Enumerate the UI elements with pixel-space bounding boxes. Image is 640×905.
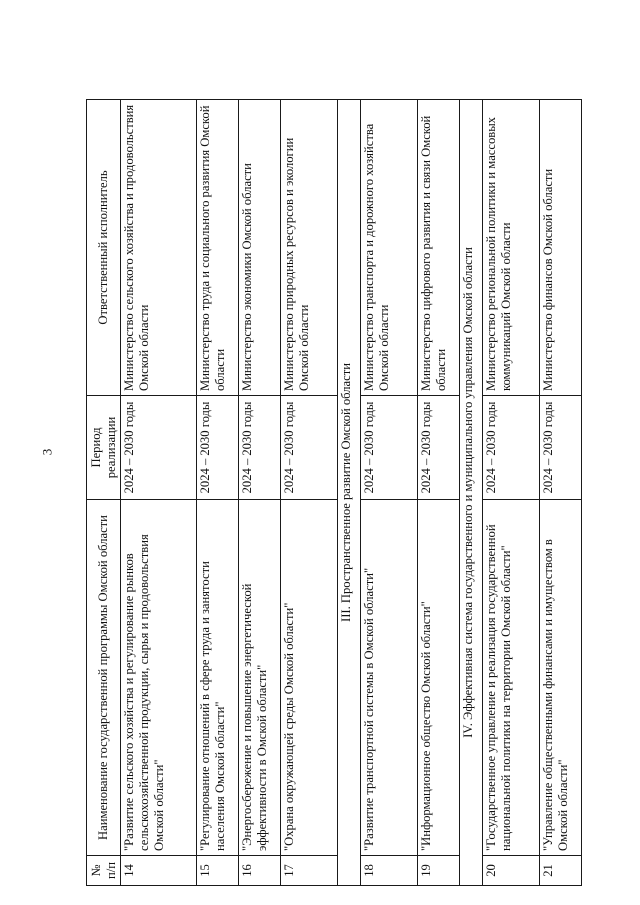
header-period: Период реализации	[87, 396, 121, 500]
program-name: "Развитие сельского хозяйства и регулирование рынков сельскохозяйственной продукции, сырья и продовольствия Омской области"	[121, 500, 197, 856]
implementation-period: 2024 – 2030 годы	[361, 396, 418, 500]
table-row	[540, 100, 582, 886]
implementation-period: 2024 – 2030 годы	[239, 396, 281, 500]
row-number: 18	[361, 856, 418, 886]
program-name: "Энергосбережение и повышение энергетической эффективности в Омской области"	[239, 500, 281, 856]
table-row	[121, 100, 197, 886]
responsible-executor: Министерство природных ресурсов и экологии Омской области	[280, 100, 337, 396]
program-name: "Государственное управление и реализация государственной национальной политики на территории Омской области"	[482, 500, 539, 856]
header-name: Наименование государственной программы Омской области	[87, 500, 121, 856]
program-name: "Управление общественными финансами и имуществом в Омской области"	[540, 500, 582, 856]
responsible-executor: Министерство сельского хозяйства и продовольствия Омской области	[121, 100, 197, 396]
table-row	[197, 100, 239, 886]
row-number: 20	[482, 856, 539, 886]
row-number: 15	[197, 856, 239, 886]
responsible-executor: Министерство региональной политики и массовых коммуникаций Омской области	[482, 100, 539, 396]
programs-table	[86, 99, 582, 886]
implementation-period: 2024 – 2030 годы	[197, 396, 239, 500]
program-name: "Развитие транспортной системы в Омской области"	[361, 500, 418, 856]
responsible-executor: Министерство финансов Омской области	[540, 100, 582, 396]
row-number: 16	[239, 856, 281, 886]
header-executor: Ответственный исполнитель	[87, 100, 121, 396]
implementation-period: 2024 – 2030 годы	[482, 396, 539, 500]
table-row	[482, 100, 539, 886]
row-number: 21	[540, 856, 582, 886]
program-name: "Регулирование отношений в сфере труда и занятости населения Омской области"	[197, 500, 239, 856]
program-name: "Информационное общество Омской области"	[418, 500, 460, 856]
row-number: 17	[280, 856, 337, 886]
programs-table-rotated	[86, 100, 582, 886]
responsible-executor: Министерство транспорта и дорожного хозяйства Омской области	[361, 100, 418, 396]
implementation-period: 2024 – 2030 годы	[418, 396, 460, 500]
implementation-period: 2024 – 2030 годы	[121, 396, 197, 500]
page-number: 3	[39, 448, 55, 456]
table-row	[239, 100, 281, 886]
program-name: "Охрана окружающей среды Омской области"	[280, 500, 337, 856]
row-number: 14	[121, 856, 197, 886]
implementation-period: 2024 – 2030 годы	[280, 396, 337, 500]
table-body	[121, 100, 582, 886]
section-row	[460, 100, 483, 886]
responsible-executor: Министерство цифрового развития и связи Омской области	[418, 100, 460, 396]
table-row	[361, 100, 418, 886]
table-header-row	[87, 100, 121, 886]
section-row	[338, 100, 361, 886]
table-row	[280, 100, 337, 886]
table-row	[418, 100, 460, 886]
responsible-executor: Министерство труда и социального развития Омской области	[197, 100, 239, 396]
section-title: IV. Эффективная система государственного и муниципального управления Омской области	[460, 100, 483, 886]
section-title: III. Пространственное развитие Омской области	[338, 100, 361, 886]
responsible-executor: Министерство экономики Омской области	[239, 100, 281, 396]
row-number: 19	[418, 856, 460, 886]
implementation-period: 2024 – 2030 годы	[540, 396, 582, 500]
header-num: № п/п	[87, 856, 121, 886]
